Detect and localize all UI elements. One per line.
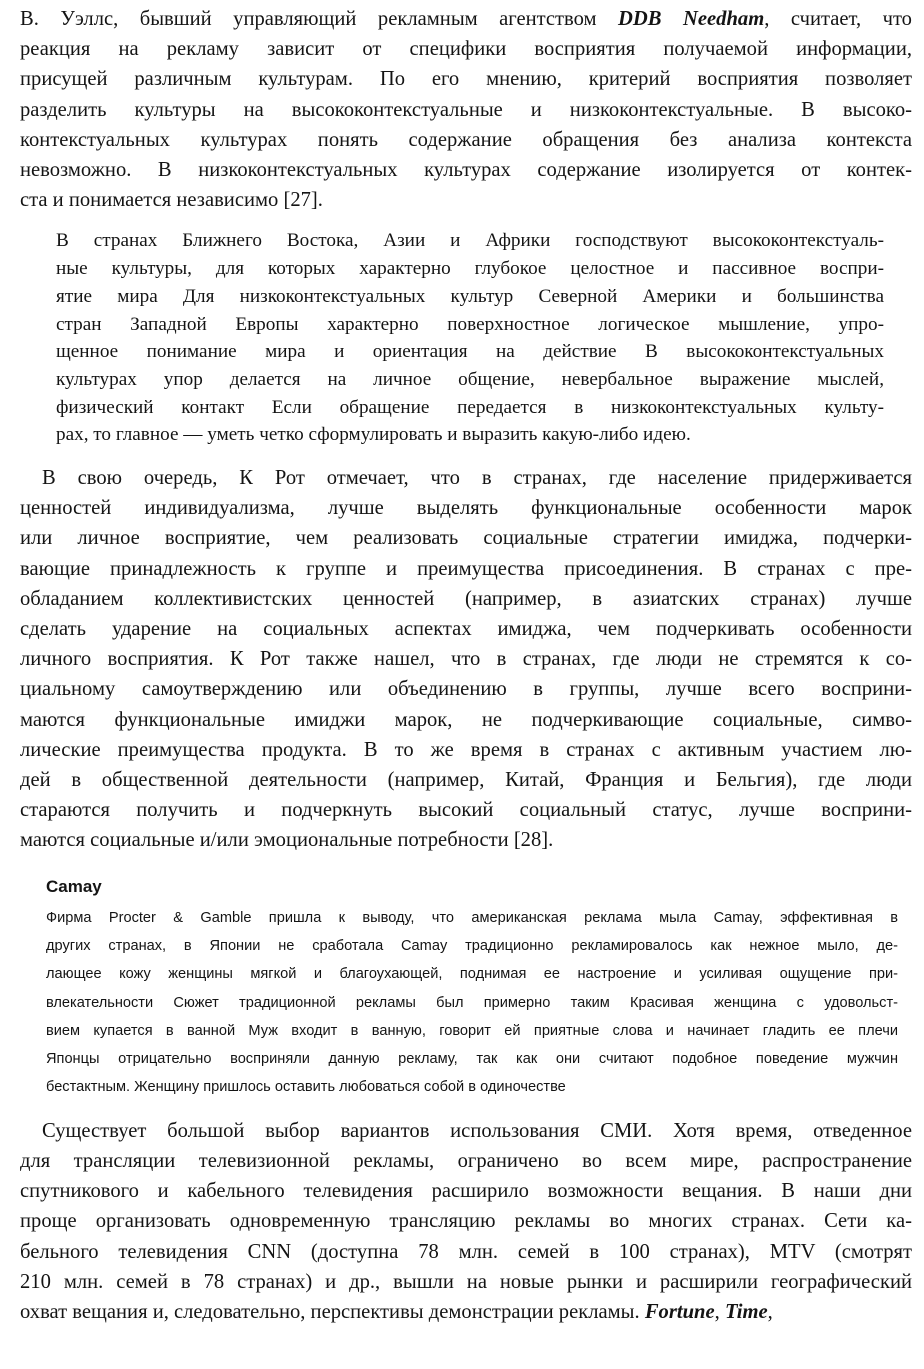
text-line: В странах Ближнего Востока, Азии и Африки господствуют высококонтекстуаль-: [56, 230, 884, 252]
paragraph-media-options: [20, 1116, 912, 1327]
text-line: личного восприятия. К Рот также нашел, что в странах, где люди не стремятся к со-: [20, 648, 912, 671]
text-line: стран Западной Европы характерно поверхностное логическое мышление, упро-: [56, 313, 884, 335]
text-line: стараются получить и подчеркнуть высокий социальный статус, лучше восприни-: [20, 799, 912, 822]
text-line: вием купается в ванной Муж входит в ванную, говорит ей приятные слова и начинает гладить ее плечи: [46, 1022, 898, 1039]
text-line: щенное понимание мира и ориентация на действие В высококонтекстуальных: [56, 341, 884, 363]
text-line: ные культуры, для которых характерно глубокое целостное и пассивное воспри-: [56, 258, 884, 280]
case-box-title: Camay: [46, 876, 102, 896]
text-line: Существует большой выбор вариантов использования СМИ. Хотя время, отведенное: [42, 1119, 912, 1142]
case-box-camay: [20, 874, 912, 1102]
paragraph-contextual-cultures: [20, 4, 912, 215]
emphasized-text: Procter & Gamble: [108, 909, 252, 926]
text-line: культурах упор делается на личное общение, невербальное выражение мыслей,: [56, 368, 884, 390]
emphasized-text: DDB Needham: [618, 8, 765, 30]
text-line: влекательности Сюжет традиционной рекламы был примерно таким Красивая женщина с удовольст-: [46, 994, 898, 1011]
text-line: или личное восприятие, чем реализовать социальные стратегии имиджа, подчерки-: [20, 527, 912, 550]
text-line: обладанием коллективистских ценностей (например, в азиатских странах) лучше: [20, 587, 912, 610]
text-line: бельного телевидения CNN (доступна 78 млн. семей в 100 странах), MTV (смотрят: [20, 1240, 912, 1263]
case-box-body: [46, 904, 898, 1102]
text-line: лические преимущества продукта. В то же время в странах с активным участием лю-: [20, 738, 912, 761]
text-line: охват вещания и, следовательно, перспективы демонстрации рекламы. Fortune, Time,: [20, 1300, 773, 1323]
text-line: лающее кожу женщины мягкой и благоухающей, поднимая ее настроение и усиливая ощущение при-: [46, 966, 898, 983]
text-line: ценностей индивидуализма, лучше выделять функциональные особенности марок: [20, 497, 912, 520]
emphasized-text: CNN: [247, 1240, 292, 1263]
text-line: сделать ударение на социальных аспектах имиджа, чем подчеркивать особенности: [20, 618, 912, 641]
paragraph-individualism: [20, 463, 912, 856]
text-line: циальному самоутверждению или объединению в группы, лучше всего восприни-: [20, 678, 912, 701]
text-line: В свою очередь, К Рот отмечает, что в странах, где население придерживается: [42, 467, 912, 490]
text-line: невозможно. В низкоконтекстуальных культурах содержание изолируется от контек-: [20, 159, 912, 182]
text-line: Японцы отрицательно восприняли данную рекламу, так как они считают подобное поведение мужчин: [46, 1051, 898, 1068]
text-line: В. Уэллс, бывший управляющий рекламным агентством DDB Needham, считает, что: [20, 8, 912, 30]
text-line: 210 млн. семей в 78 странах) и др., вышли на новые рынки и расширили географический: [20, 1270, 912, 1293]
text-line: маются социальные и/или эмоциональные потребности [28].: [20, 829, 554, 852]
text-line: спутникового и кабельного телевидения расширило возможности вещания. В наши дни: [20, 1180, 912, 1203]
text-line: ста и понимается независимо [27].: [20, 189, 323, 212]
emphasized-text: низкоконтекстуальные: [569, 98, 769, 121]
emphasized-text: MTV: [769, 1240, 816, 1263]
emphasized-text: низкоконтекстуальных культурах: [198, 159, 511, 182]
text-line: вающие принадлежность к группе и преимущества присоединения. В странах с пре-: [20, 557, 912, 580]
emphasized-text: Time: [724, 1300, 768, 1323]
text-line: других странах, в Японии не сработала Camay традиционно рекламировалось как нежное мыло, де-: [46, 937, 898, 954]
text-line: рах, то главное — уметь четко сформулировать и выразить какую-либо идею.: [56, 424, 691, 446]
text-line: дей в общественной деятельности (например, Китай, Франция и Бельгия), где люди: [20, 769, 912, 792]
text-line: ятие мира Для низкоконтекстуальных культур Северной Америки и большинства: [56, 285, 884, 307]
emphasized-text: Fortune: [644, 1300, 715, 1323]
text-line: разделить культуры на высококонтекстуальные и низкоконтекстуальные. В высоко-: [20, 98, 912, 121]
inset-paragraph-regions: [20, 227, 912, 449]
text-line: для трансляции телевизионной рекламы, ограничено во всем мире, распространение: [20, 1149, 912, 1172]
text-line: бестактным. Женщину пришлось оставить любоваться собой в одиночестве: [46, 1079, 566, 1096]
emphasized-text: высококонтекстуальные: [291, 98, 503, 121]
text-line: реакция на рекламу зависит от специфики восприятия получаемой информации,: [20, 38, 912, 61]
text-line: проще организовать одновременную трансляцию рекламы во многих странах. Сети ка-: [20, 1210, 912, 1233]
text-line: контекстуальных культурах понять содержание обращения без анализа контекста: [20, 128, 912, 151]
text-line: маются функциональные имиджи марок, не подчеркивающие социальные, симво-: [20, 708, 912, 731]
text-line: присущей различным культурам. По его мнению, критерий восприятия позволяет: [20, 68, 912, 91]
text-line: Фирма Procter & Gamble пришла к выводу, что американская реклама мыла Camay, эффективная в: [46, 909, 899, 926]
text-line: физический контакт Если обращение передается в низкоконтекстуальных культу-: [56, 396, 884, 418]
